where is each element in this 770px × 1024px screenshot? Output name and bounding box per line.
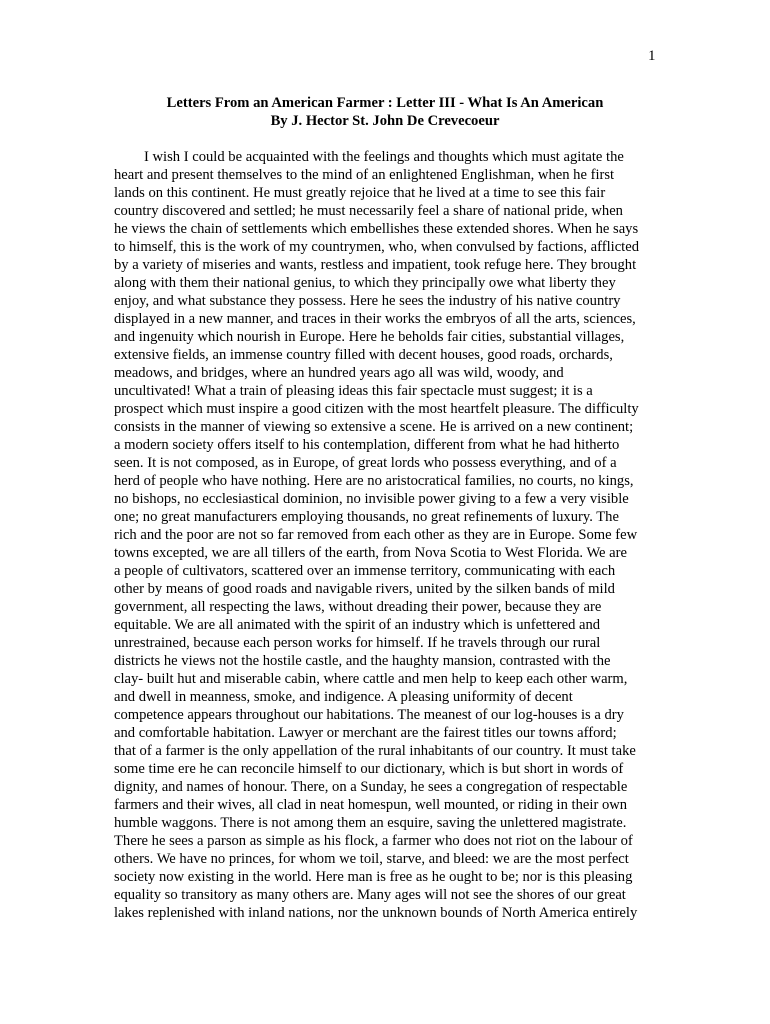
document-title: Letters From an American Farmer : Letter III - What Is An American (166, 95, 604, 111)
text-line: lands on this continent. He must greatly rejoice that he lived at a time to see this fair (114, 185, 606, 201)
text-line: he views the chain of settlements which embellishes these extended shores. When he says (114, 221, 639, 237)
body-paragraph (114, 148, 674, 922)
text-line: equality so transitory as many others are. Many ages will not see the shores of our great (114, 887, 626, 903)
text-line: seen. It is not composed, as in Europe, of great lords who possess everything, and of a (114, 455, 617, 471)
text-line: by a variety of miseries and wants, restless and impatient, took refuge here. They brought (114, 257, 637, 273)
text-line: a people of cultivators, scattered over an immense territory, communicating with each (114, 563, 616, 579)
text-line: other by means of good roads and navigable rivers, united by the silken bands of mild (114, 581, 615, 597)
text-line: one; no great manufacturers employing thousands, no great refinements of luxury. The (114, 509, 619, 525)
text-line: uncultivated! What a train of pleasing ideas this fair spectacle must suggest; it is a (114, 383, 593, 399)
text-line: along with them their national genius, to which they principally owe what liberty they (114, 275, 616, 291)
text-line: meadows, and bridges, where an hundred years ago all was wild, woody, and (114, 365, 564, 381)
text-line: There he sees a parson as simple as his flock, a farmer who does not riot on the labour of (114, 833, 633, 849)
text-line: unrestrained, because each person works for himself. If he travels through our rural (114, 635, 601, 651)
text-line: extensive fields, an immense country filled with decent houses, good roads, orchards, (114, 347, 613, 363)
text-line: farmers and their wives, all clad in neat homespun, well mounted, or riding in their own (114, 797, 628, 813)
document-header (0, 94, 770, 130)
text-line: no bishops, no ecclesiastical dominion, no invisible power giving to a few a very visible (114, 491, 629, 507)
text-line: others. We have no princes, for whom we toil, starve, and bleed: we are the most perfect (114, 851, 629, 867)
text-line: districts he views not the hostile castle, and the haughty mansion, contrasted with the (114, 653, 611, 669)
text-line: enjoy, and what substance they possess. Here he sees the industry of his native country (114, 293, 621, 309)
text-line: and ingenuity which nourish in Europe. Here he beholds fair cities, substantial villages, (114, 329, 625, 345)
text-line: herd of people who have nothing. Here are no aristocratical families, no courts, no kings, (114, 473, 634, 489)
text-line: a modern society offers itself to his contemplation, different from what he had hitherto (114, 437, 620, 453)
text-line: prospect which must inspire a good citizen with the most heartfelt pleasure. The difficulty (114, 401, 639, 417)
text-line: displayed in a new manner, and traces in their works the embryos of all the arts, sciences, (114, 311, 636, 327)
text-line: society now existing in the world. Here man is free as he ought to be; nor is this pleasing (114, 869, 633, 885)
text-line: and comfortable habitation. Lawyer or merchant are the fairest titles our towns afford; (114, 725, 617, 741)
text-line: competence appears throughout our habitations. The meanest of our log-houses is a dry (114, 707, 624, 723)
document-byline: By J. Hector St. John De Crevecoeur (270, 113, 500, 129)
text-line: and dwell in meanness, smoke, and indigence. A pleasing uniformity of decent (114, 689, 573, 705)
text-line: towns excepted, we are all tillers of the earth, from Nova Scotia to West Florida. We are (114, 545, 627, 561)
page-number: 1 (648, 48, 656, 64)
text-line: lakes replenished with inland nations, nor the unknown bounds of North America entirely (114, 905, 638, 921)
text-line: to himself, this is the work of my countrymen, who, when convulsed by factions, afflicted (114, 239, 640, 255)
text-line: humble waggons. There is not among them an esquire, saving the unlettered magistrate. (114, 815, 627, 831)
text-line: country discovered and settled; he must necessarily feel a share of national pride, when (114, 203, 623, 219)
text-line: consists in the manner of viewing so extensive a scene. He is arrived on a new continent; (114, 419, 634, 435)
text-line: equitable. We are all animated with the spirit of an industry which is unfettered and (114, 617, 601, 633)
text-line: clay- built hut and miserable cabin, where cattle and men help to keep each other warm, (114, 671, 628, 687)
text-line: heart and present themselves to the mind of an enlightened Englishman, when he first (114, 167, 615, 183)
text-line: government, all respecting the laws, without dreading their power, because they are (114, 599, 602, 615)
text-line: that of a farmer is the only appellation of the rural inhabitants of our country. It must take (114, 743, 636, 759)
text-line: rich and the poor are not so far removed from each other as they are in Europe. Some few (114, 527, 638, 543)
text-line: some time ere he can reconcile himself to our dictionary, which is but short in words of (114, 761, 624, 777)
text-line: I wish I could be acquainted with the feelings and thoughts which must agitate the (144, 149, 624, 165)
text-line: dignity, and names of honour. There, on a Sunday, he sees a congregation of respectable (114, 779, 628, 795)
